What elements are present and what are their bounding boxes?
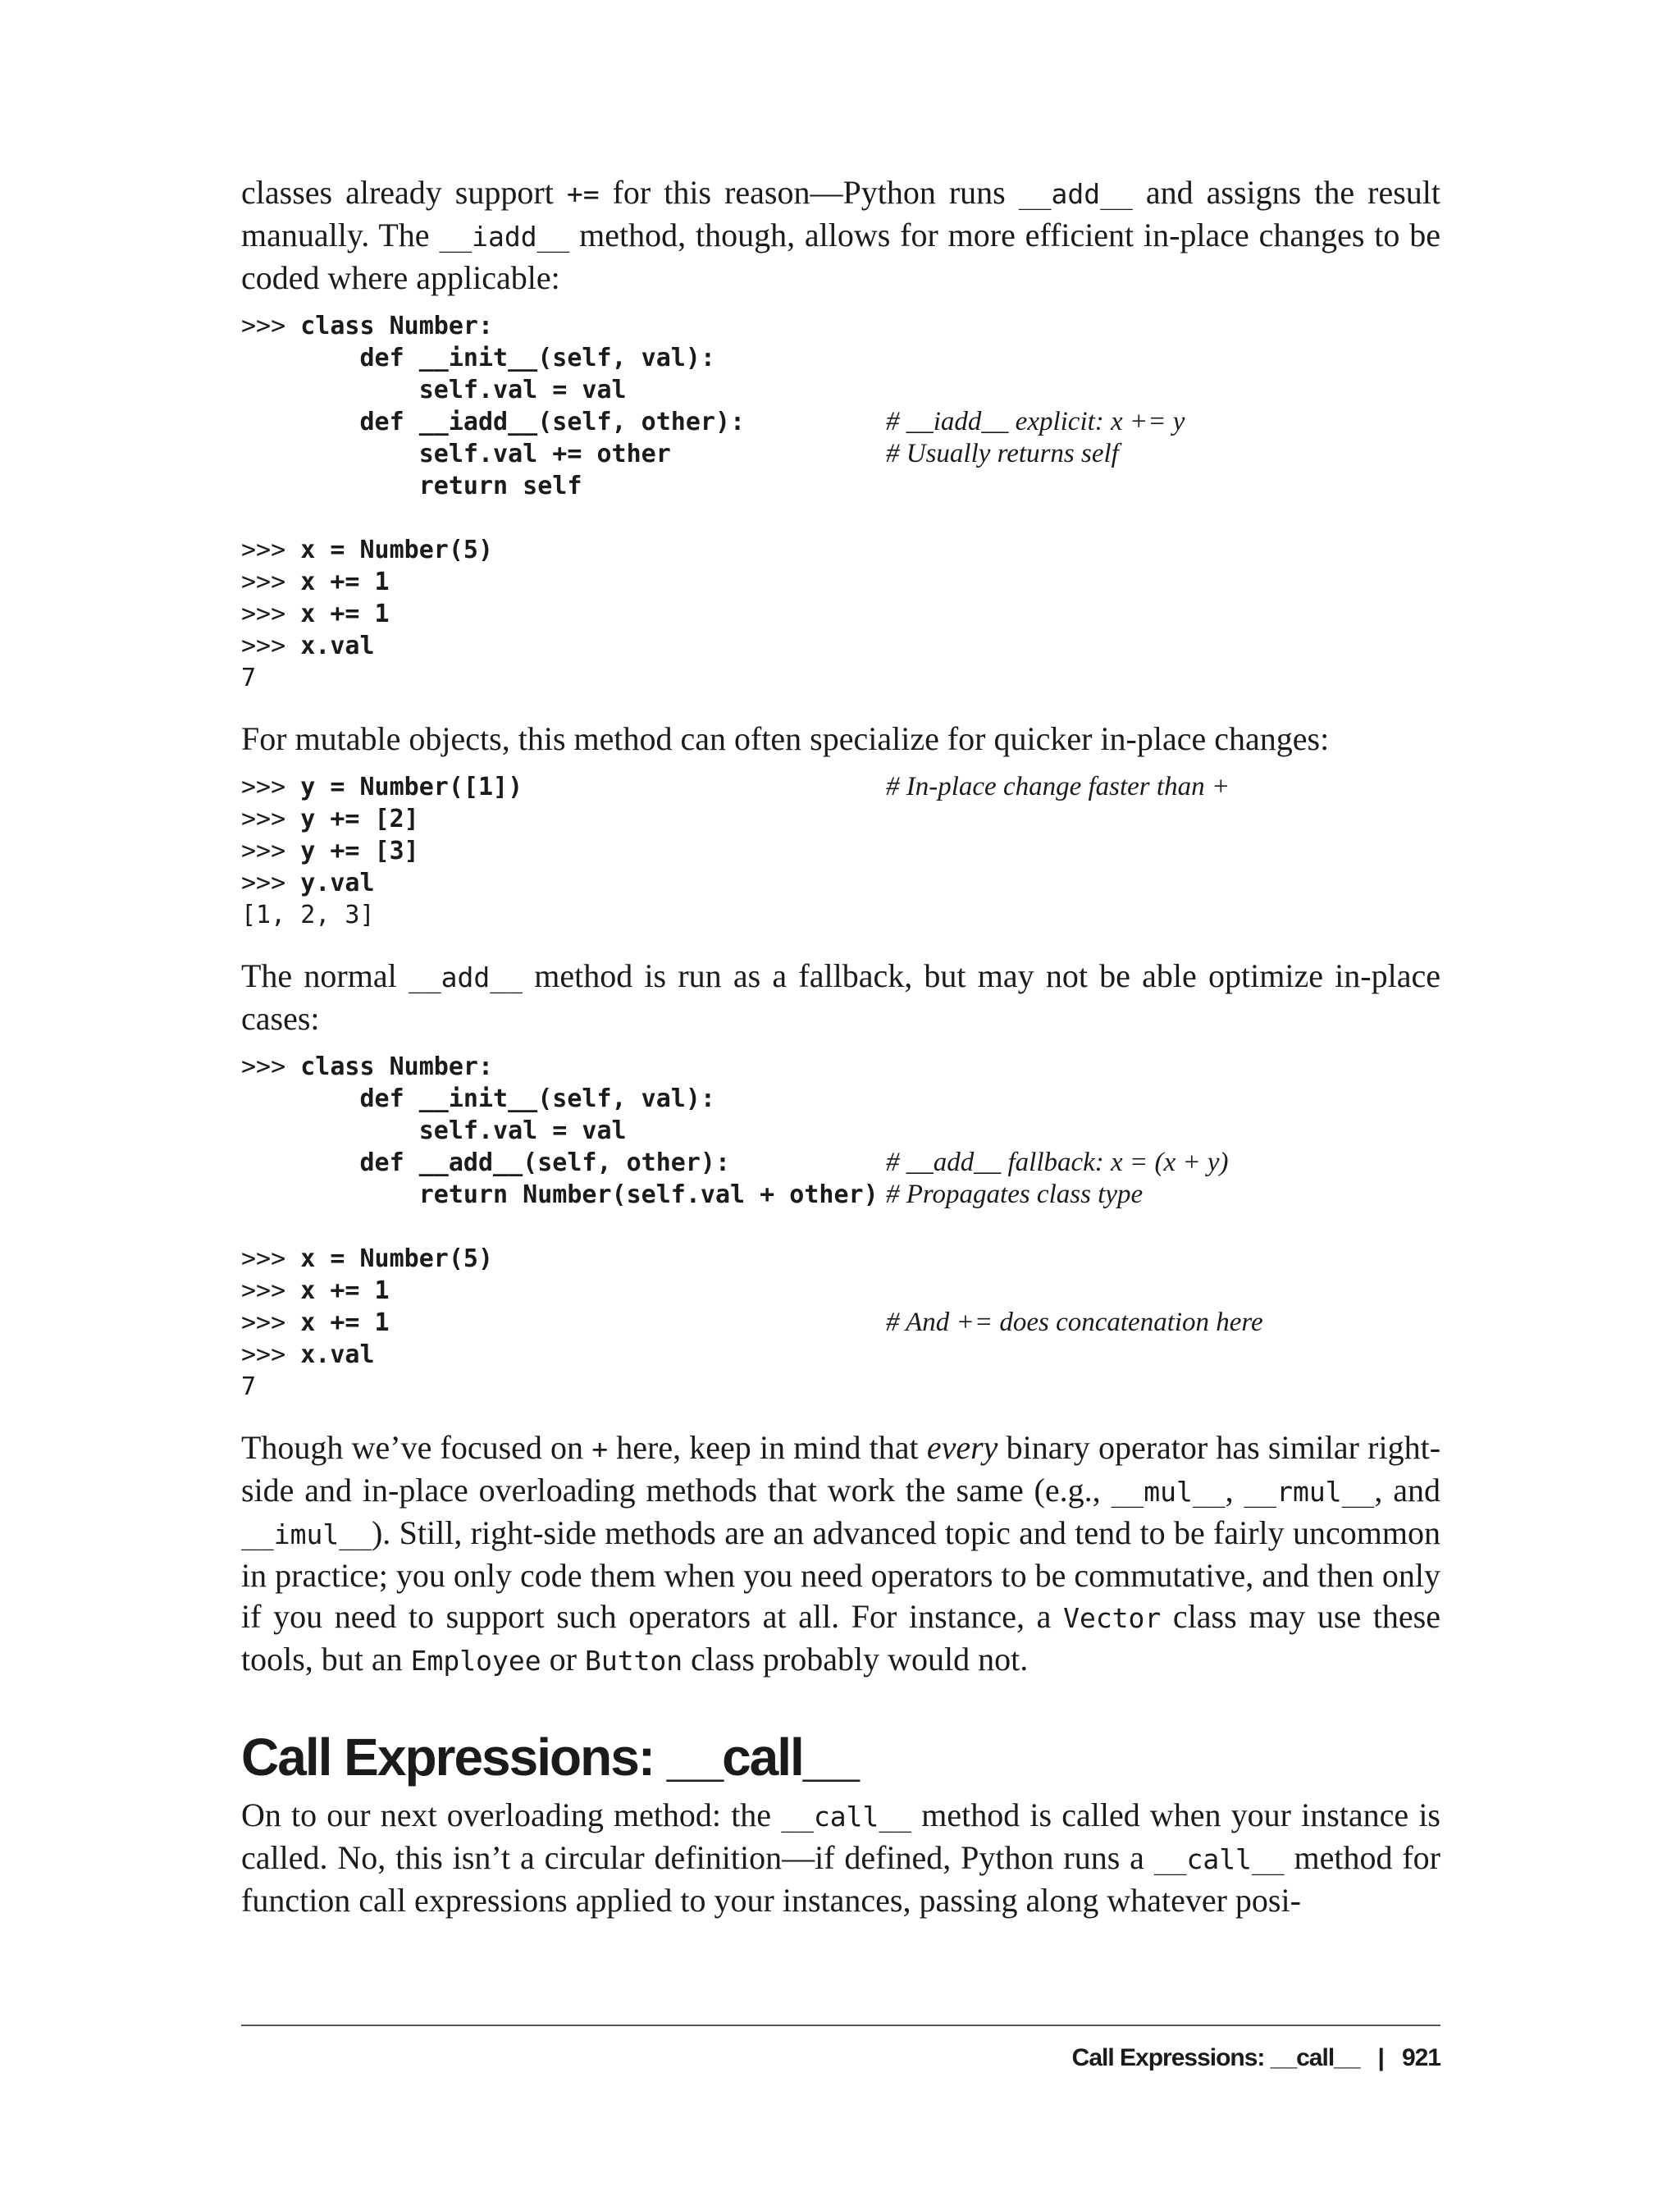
code-line [241, 771, 1440, 803]
code-line [241, 1275, 1440, 1307]
code-block-mutable [241, 771, 1440, 931]
code-line [241, 1051, 1440, 1083]
code-prompt: >>> [241, 805, 301, 833]
inline-code: __call__ [781, 1801, 912, 1833]
code-line [241, 1083, 1440, 1115]
code-text: 7 [241, 664, 257, 692]
code-text: self.val = val [241, 376, 627, 404]
page-number: 921 [1401, 2044, 1440, 2071]
code-line [241, 374, 1440, 406]
code-comment: # And += does concatenation here [886, 1308, 1263, 1337]
page-footer [241, 2025, 1440, 2071]
code-text: y = Number([1]) [300, 773, 523, 801]
footer-separator: | [1377, 2044, 1384, 2071]
page-body [241, 172, 1440, 1921]
code-line [241, 1307, 1440, 1339]
code-text: 7 [241, 1372, 257, 1401]
code-text: return Number(self.val + other) [241, 1180, 879, 1209]
code-prompt: >>> [241, 600, 301, 628]
code-line [241, 1115, 1440, 1147]
code-text: x.val [300, 1340, 375, 1369]
paragraph-3: The normal __add__ method is run as a fallback, but may not be able optimize in-place cases: [241, 957, 1440, 1037]
code-text: def __add__(self, other): [241, 1148, 731, 1177]
code-line [241, 803, 1440, 835]
emphasis: every [926, 1429, 998, 1466]
code-text: def __iadd__(self, other): [241, 408, 746, 436]
code-comment: # __iadd__ explicit: x += y [886, 407, 1185, 436]
code-prompt: >>> [241, 536, 301, 564]
code-prompt: >>> [241, 568, 301, 596]
code-text: class Number: [300, 1052, 494, 1081]
inline-code: __mul__ [1111, 1476, 1226, 1508]
paragraph-2: For mutable objects, this method can often specialize for quicker in-place changes: [241, 720, 1330, 757]
code-prompt: >>> [241, 1308, 301, 1337]
code-prompt: >>> [241, 632, 301, 660]
code-line [241, 835, 1440, 867]
code-line [241, 342, 1440, 374]
code-text: self.val += other [241, 440, 671, 468]
paragraph-4: Though we’ve focused on + here, keep in mind that every binary operator has similar right-side and in-place overloading methods that work the same (e.g., __mul__, __rmul__, and __imul__). Still, right-side methods are an advanced topic and tend to be fairly uncommon in practice; you only code them when you need operators to be commutative, and then only if you need to support such operators at all. For instance, a Vector class may use these tools, but an Employee or Button class probably would not. [241, 1429, 1441, 1678]
code-prompt: >>> [241, 837, 301, 865]
code-line [241, 1339, 1440, 1371]
code-text: y += [3] [300, 837, 419, 865]
code-prompt: >>> [241, 1052, 301, 1081]
code-line [241, 470, 1440, 502]
inline-code: __rmul__ [1244, 1476, 1375, 1508]
code-line [241, 1371, 1440, 1403]
footer-content [1072, 2044, 1440, 2072]
code-text: x = Number(5) [300, 1244, 494, 1273]
code-line [241, 566, 1440, 598]
code-text: return self [241, 472, 582, 500]
code-comment: # Propagates class type [886, 1180, 1144, 1209]
inline-code: Vector [1063, 1602, 1162, 1634]
code-text: x = Number(5) [300, 536, 494, 564]
code-text: def __init__(self, val): [241, 1084, 715, 1113]
code-line [241, 899, 1440, 931]
inline-code: __iadd__ [439, 221, 570, 253]
code-line [241, 406, 1440, 438]
code-line [241, 598, 1440, 630]
code-line [241, 1147, 1440, 1179]
inline-code: Button [584, 1645, 683, 1677]
code-line [241, 502, 1440, 534]
code-text: [1, 2, 3] [241, 901, 375, 929]
code-line [241, 310, 1440, 342]
code-prompt: >>> [241, 773, 301, 801]
inline-code: += [566, 178, 600, 210]
code-text: x += 1 [300, 1308, 390, 1337]
code-comment: # Usually returns self [886, 439, 1119, 468]
code-text: def __init__(self, val): [241, 344, 715, 372]
code-line [241, 534, 1440, 566]
code-line [241, 1243, 1440, 1275]
code-block-add-fallback [241, 1051, 1440, 1403]
code-line [241, 662, 1440, 694]
inline-code: __call__ [1153, 1843, 1285, 1875]
code-comment: # __add__ fallback: x = (x + y) [886, 1148, 1229, 1177]
inline-code: + [591, 1433, 609, 1465]
code-line [241, 438, 1440, 470]
code-text: y += [2] [300, 805, 419, 833]
code-prompt: >>> [241, 312, 301, 340]
code-block-iadd [241, 310, 1440, 694]
inline-code: Employee [410, 1645, 541, 1677]
code-line [241, 1179, 1440, 1211]
code-text: class Number: [300, 312, 494, 340]
running-head: Call Expressions: __call__ [1071, 2044, 1360, 2071]
inline-code: __add__ [1018, 178, 1133, 210]
code-text: x += 1 [300, 600, 390, 628]
code-comment: # In-place change faster than + [886, 772, 1230, 801]
code-prompt: >>> [241, 869, 301, 897]
code-text: self.val = val [241, 1116, 627, 1145]
code-text: x += 1 [300, 1276, 390, 1305]
inline-code: __add__ [408, 961, 523, 993]
code-prompt: >>> [241, 1340, 301, 1369]
code-text: y.val [300, 869, 375, 897]
code-prompt: >>> [241, 1276, 301, 1305]
code-line [241, 867, 1440, 899]
inline-code: __imul__ [241, 1518, 372, 1550]
section-heading: Call Expressions: __call__ [241, 1728, 858, 1787]
code-prompt: >>> [241, 1244, 301, 1273]
code-line [241, 1211, 1440, 1243]
paragraph-5: On to our next overloading method: the __call__ method is called when your instance is called. No, this isn’t a circular definition—if defined, Python runs a __call__ method for function call expressions applied to your instances, passing along whatever posi- [241, 1796, 1440, 1919]
code-text: x.val [300, 632, 375, 660]
code-text: x += 1 [300, 568, 390, 596]
code-line [241, 630, 1440, 662]
paragraph-1: classes already support += for this reason—Python runs __add__ and assigns the result manually. The __iadd__ method, though, allows for more efficient in-place changes to be coded where applicable: [241, 174, 1440, 296]
